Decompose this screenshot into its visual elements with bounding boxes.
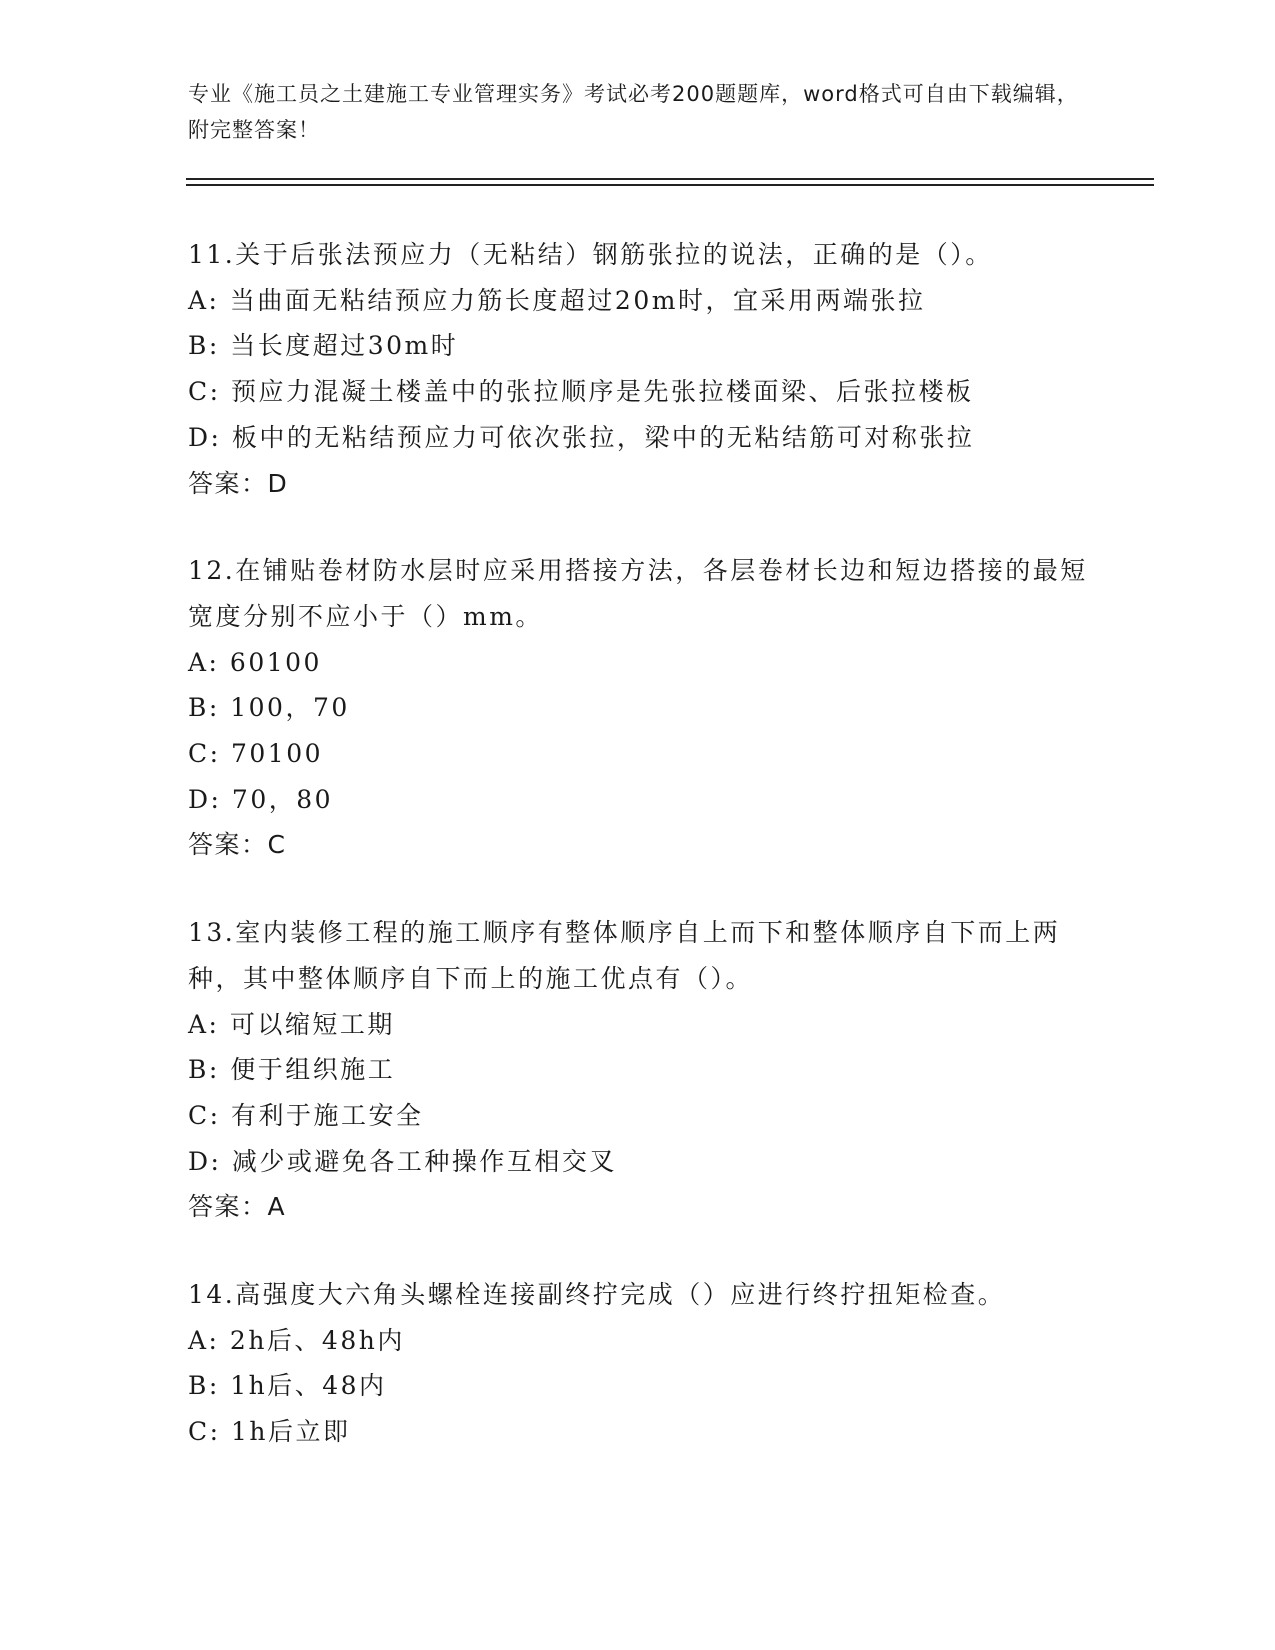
answer-label: 答案：	[188, 1192, 268, 1222]
option-c: C: 有利于施工安全	[188, 1100, 424, 1130]
option-c: C: 1h后立即	[188, 1417, 351, 1447]
answer-value: A	[267, 1192, 287, 1222]
header-rule-top	[186, 178, 1154, 180]
answer-label: 答案：	[188, 830, 268, 860]
option-a: A: 当曲面无粘结预应力筋长度超过20m时，宜采用两端张拉	[188, 285, 926, 315]
question-text: 13.室内装修工程的施工顺序有整体顺序自上而下和整体顺序自下而上两种，其中整体顺序自下而上的施工优点有（）。	[188, 918, 1061, 993]
question-list	[188, 232, 1088, 1497]
header-rule-bottom	[186, 184, 1154, 186]
document-header: 专业《施工员之土建施工专业管理实务》考试必考200题题库，word格式可自由下载编辑，附完整答案！	[188, 82, 1079, 142]
option-b: B: 100，70	[188, 693, 350, 723]
option-b: B: 1h后、48内	[188, 1371, 387, 1401]
answer-label: 答案：	[188, 468, 268, 498]
answer-value: D	[267, 468, 289, 498]
question-14	[188, 1272, 1088, 1455]
option-b: B: 便于组织施工	[188, 1055, 396, 1085]
answer-line	[188, 1184, 1088, 1230]
option-a: A: 可以缩短工期	[188, 1009, 395, 1039]
option-b: B: 当长度超过30m时	[188, 331, 459, 361]
question-13	[188, 910, 1088, 1230]
option-d: D: 减少或避免各工种操作互相交叉	[188, 1146, 617, 1176]
option-a: A: 60100	[188, 647, 322, 677]
answer-line	[188, 461, 1088, 507]
question-text: 12.在铺贴卷材防水层时应采用搭接方法，各层卷材长边和短边搭接的最短宽度分别不应小于（）mm。	[188, 556, 1088, 631]
answer-value: C	[267, 830, 287, 860]
answer-line	[188, 822, 1088, 868]
option-c: C: 预应力混凝土楼盖中的张拉顺序是先张拉楼面梁、后张拉楼板	[188, 377, 974, 407]
question-text: 11.关于后张法预应力（无粘结）钢筋张拉的说法，正确的是（）。	[188, 240, 993, 269]
question-11	[188, 232, 1088, 506]
question-text: 14.高强度大六角头螺栓连接副终拧完成（）应进行终拧扭矩检查。	[188, 1280, 1006, 1310]
option-d: D: 板中的无粘结预应力可依次张拉，梁中的无粘结筋可对称张拉	[188, 422, 975, 452]
option-a: A: 2h后、48h内	[188, 1325, 405, 1355]
question-12	[188, 548, 1088, 868]
option-d: D: 70，80	[188, 784, 334, 814]
option-c: C: 70100	[188, 739, 324, 769]
